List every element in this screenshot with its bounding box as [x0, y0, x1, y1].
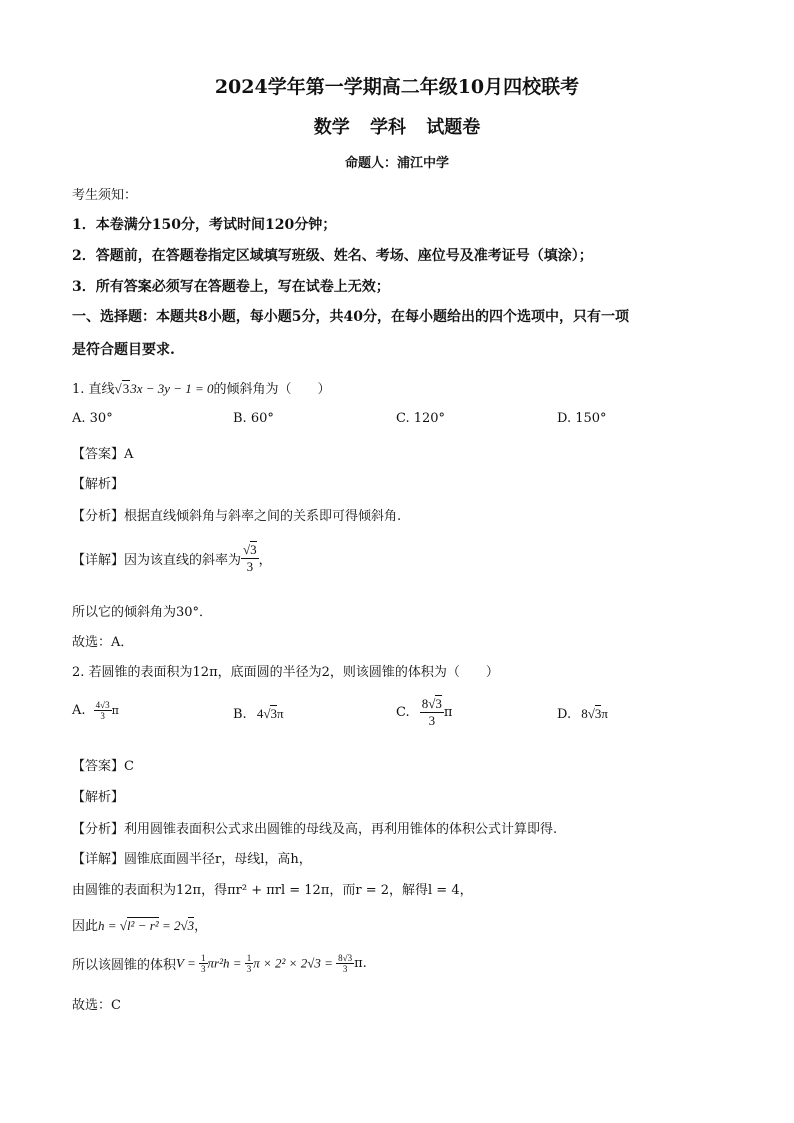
exam-title: 2024学年第一学期高二年级10月四校联考: [214, 76, 580, 98]
q1-detail: [72, 542, 272, 575]
q1-stem: [72, 378, 331, 397]
pi-symbol: π: [111, 704, 119, 717]
section-heading-line2: 是符合题目要求.: [72, 342, 175, 358]
q2-option-c: [396, 696, 452, 729]
q1-prefix: 1. 直线: [72, 382, 115, 397]
q1-answer: 【答案】A: [72, 447, 134, 462]
q1-analysis-tag: 【解析】: [72, 477, 125, 492]
q1-option-b: B. 60°: [233, 411, 274, 426]
q1-suffix: 的倾斜角为（ ）: [213, 382, 331, 397]
volume-formula-start: V =: [176, 955, 199, 971]
sqrt3-symbol: √3: [114, 381, 130, 396]
section-heading-line1: 一、选择题：本题共8小题，每小题5分，共40分，在每小题给出的四个选项中，只有一项: [72, 309, 629, 325]
q1-conclusion: 所以它的倾斜角为30°．: [72, 605, 213, 620]
q2-option-a-label: A.: [72, 703, 86, 718]
exam-author: 命题人：浦江中学: [344, 156, 449, 171]
q1-detail-suffix: ，: [258, 553, 272, 568]
q2-stem: 2. 若圆锥的表面积为12π，底面圆的半径为2，则该圆锥的体积为（ ）: [72, 665, 499, 680]
volume-formula-mid2: π × 2² × 2√3 =: [253, 955, 337, 971]
q2-option-d-label: D.: [557, 707, 572, 722]
q1-equation: 3x − 3y − 1 = 0: [130, 381, 214, 396]
one-third-1: $\frac{1}{3}$: [201, 953, 206, 974]
q1-detail-prefix: 【详解】因为该直线的斜率为: [72, 553, 242, 568]
q2-option-a: [72, 700, 119, 721]
one-third-2: $\frac{1}{3}$: [246, 953, 252, 974]
q2-option-b-value: 4√3π: [256, 706, 284, 721]
notice-item-1: 1．本卷满分150分，考试时间120分钟；: [72, 217, 337, 233]
q2-option-d-value: 8√3π: [581, 706, 608, 721]
eight-sqrt3-over-3: $\frac{8√3}{3}$: [338, 953, 353, 974]
q2-line2-prefix: 因此: [72, 919, 99, 934]
q2-analysis-tag: 【解析】: [72, 790, 125, 805]
q1-option-d: D. 150°: [557, 411, 607, 426]
q2-option-c-value: $\frac{8√3}{3}$: [421, 696, 442, 728]
q2-choose: 故选：C: [72, 998, 121, 1013]
q2-detail: 【详解】圆锥底面圆半径r，母线l，高h，: [72, 852, 312, 867]
notice-item-2: 2．答题前，在答题卷指定区域填写班级、姓名、考场、座位号及准考证号（填涂）；: [72, 248, 593, 264]
notice-heading: 考生须知：: [72, 188, 138, 203]
q2-line3: [72, 953, 367, 974]
q2-fenxi: 【分析】利用圆锥表面积公式求出圆锥的母线及高，再利用锥体的体积公式计算即得.: [72, 822, 558, 837]
q2-line2: [72, 915, 207, 934]
q2-option-b: [233, 706, 284, 722]
q2-option-a-value: $\frac{4√3}{3}$: [95, 700, 110, 721]
q2-option-b-label: B.: [233, 707, 247, 722]
q2-option-c-label: C.: [396, 705, 410, 720]
q2-option-d: [557, 706, 608, 722]
height-formula: h = √l² − r² = 2√3: [98, 918, 195, 933]
q1-option-a: A. 30°: [72, 411, 113, 426]
notice-item-3: 3．所有答案必须写在答题卷上，写在试卷上无效；: [72, 279, 390, 295]
volume-formula-mid1: πr²h =: [207, 955, 245, 971]
q1-option-c: C. 120°: [396, 411, 446, 426]
volume-formula-end: π.: [354, 956, 367, 971]
q2-answer: 【答案】C: [72, 759, 134, 774]
pi-symbol: π: [443, 705, 453, 720]
q2-line2-suffix: ，: [194, 919, 208, 934]
q1-fenxi: 【分析】根据直线倾斜角与斜率之间的关系即可得倾斜角.: [72, 509, 402, 524]
q2-line3-prefix: 所以该圆锥的体积: [72, 958, 177, 973]
exam-subtitle: 数学 学科 试题卷: [313, 117, 481, 138]
sqrt3-over-3: $\frac{√3}{3}$: [243, 542, 257, 574]
q2-line1: 由圆锥的表面积为12π，得πr² + πrl = 12π，而r = 2，解得l = 4，: [72, 883, 473, 898]
q1-choose: 故选：A．: [72, 635, 134, 650]
